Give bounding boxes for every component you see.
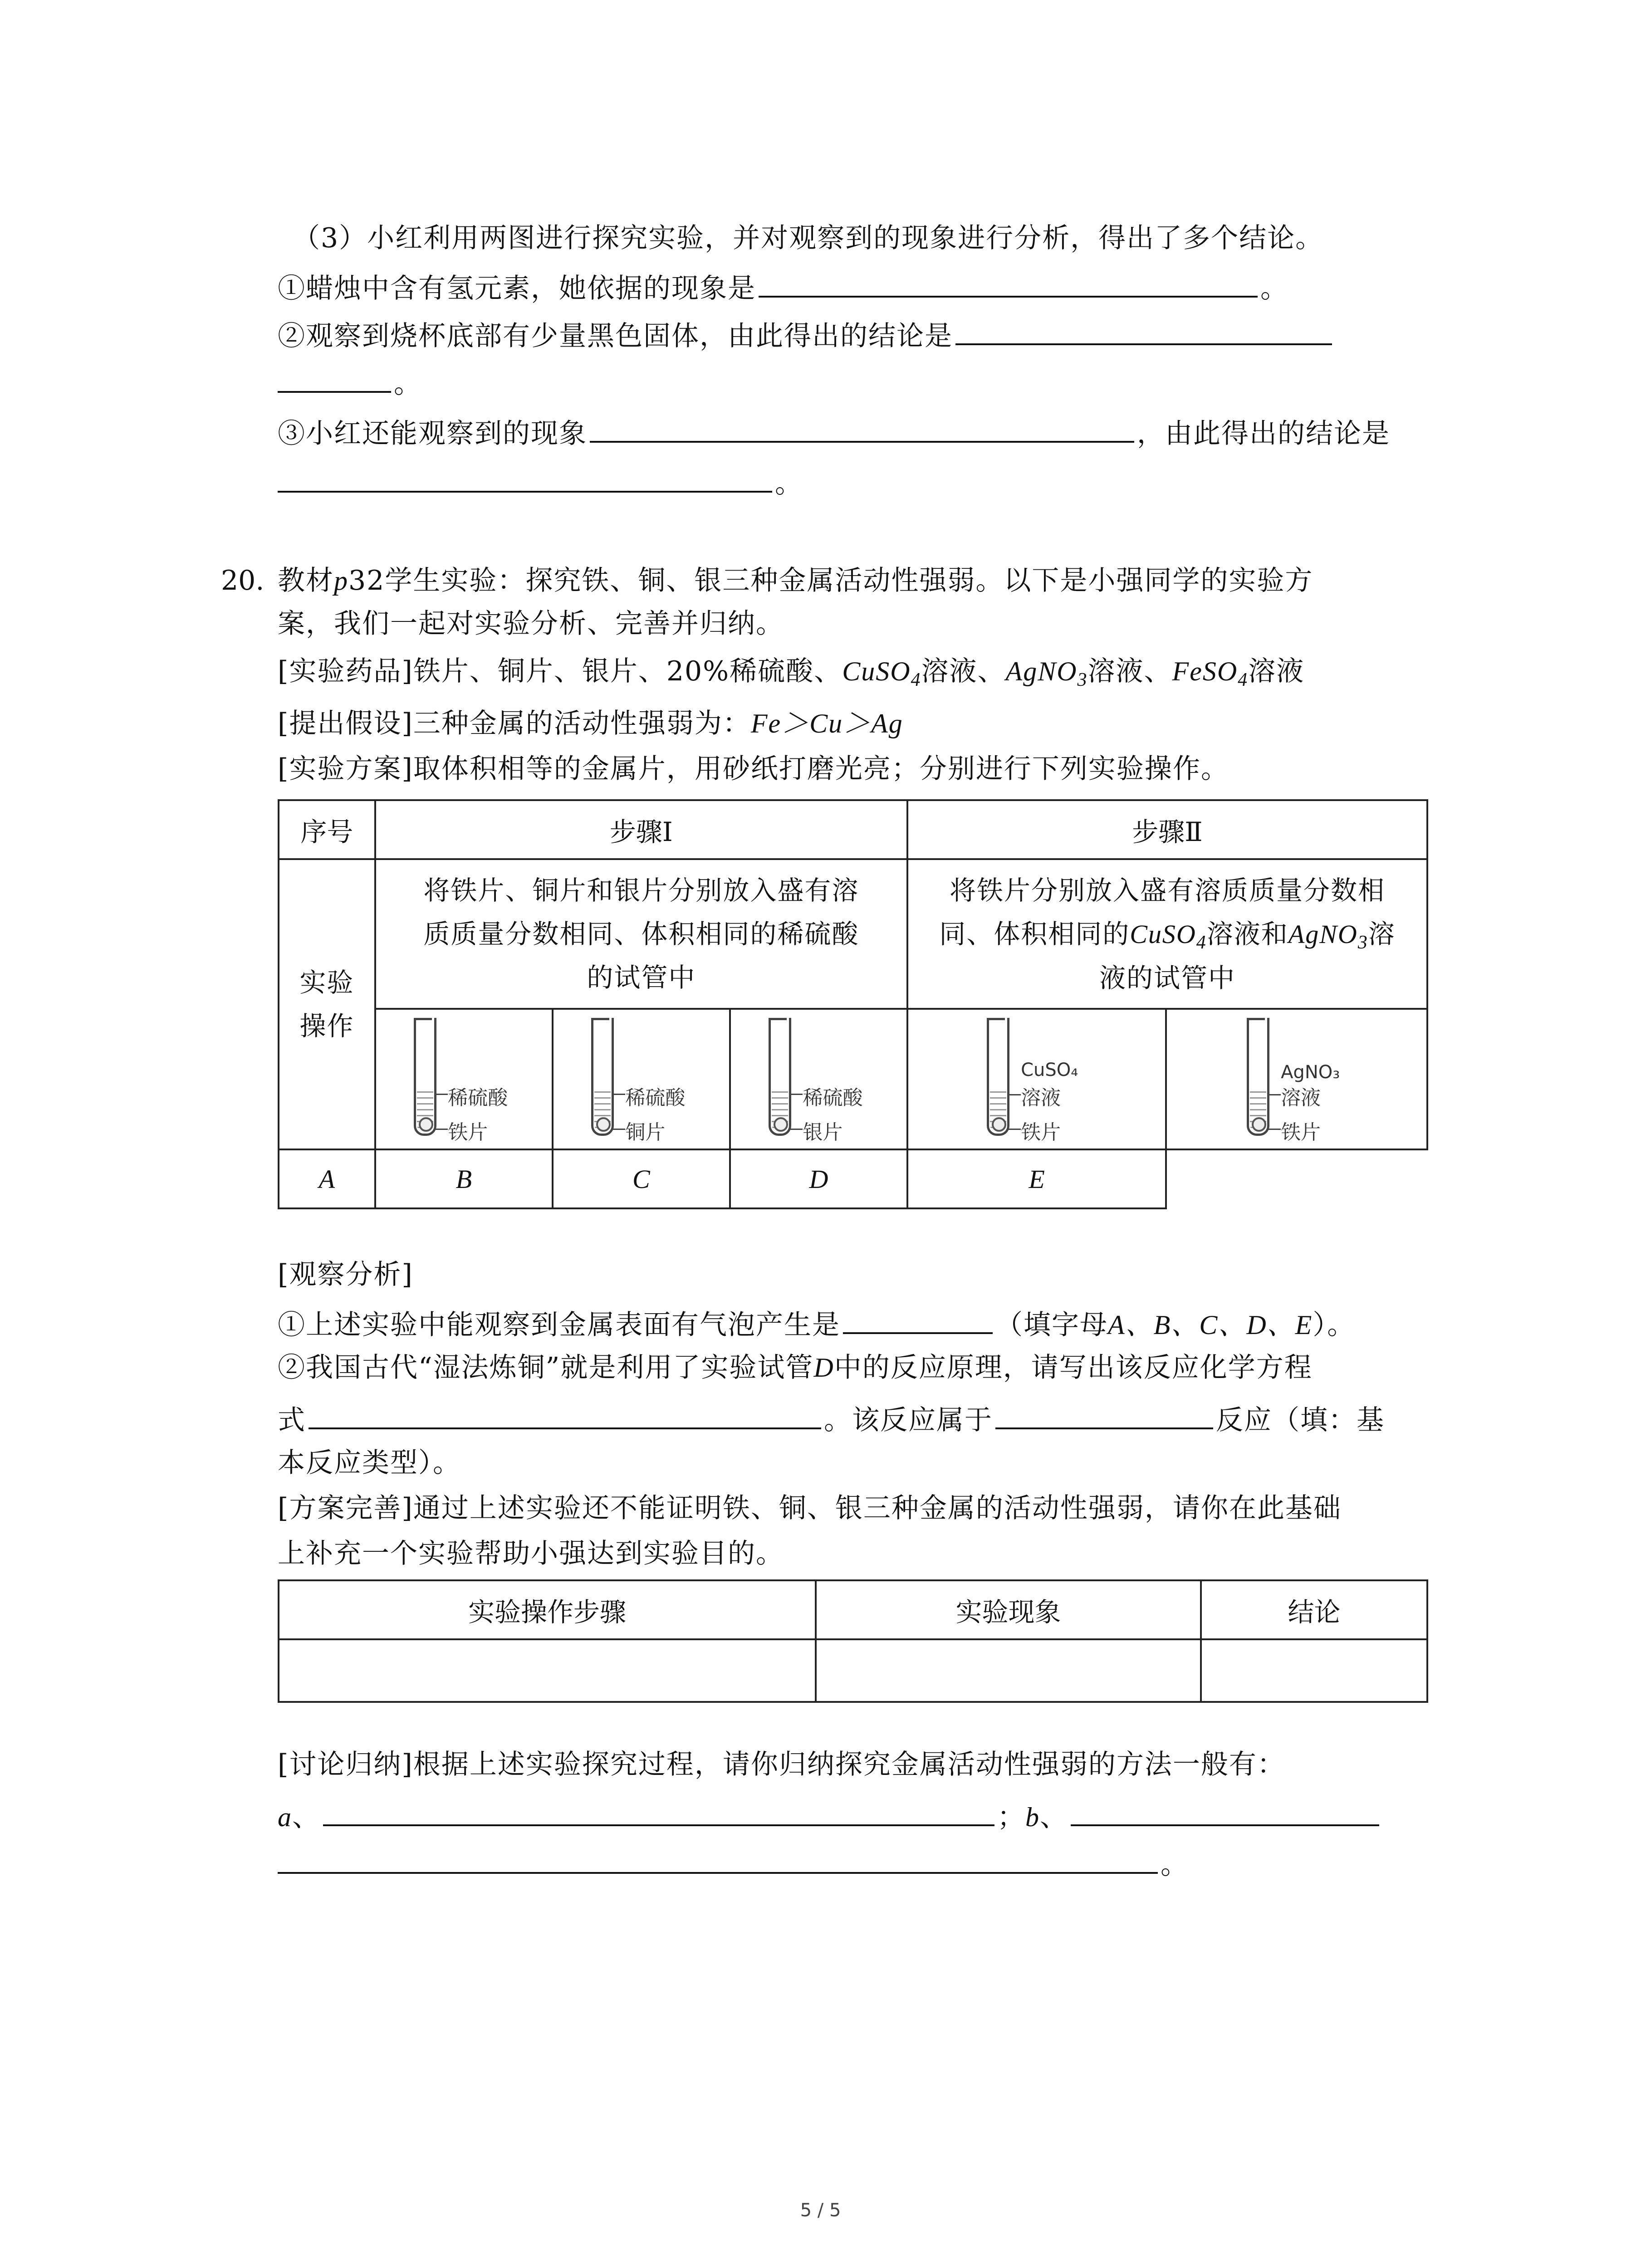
q19-item3-cont xyxy=(278,463,803,502)
label-line xyxy=(434,1129,448,1130)
intro-text: 32学生实验：探究铁、铜、银三种金属活动性强弱。以下是小强同学的实验方 xyxy=(348,565,1313,596)
metal-piece-icon xyxy=(992,1117,1006,1132)
step1-line: 将铁片、铜片和银片分别放入盛有溶 xyxy=(423,875,859,906)
q19-item3-suffix: 。 xyxy=(775,468,803,499)
label-line xyxy=(789,1129,803,1130)
q20-intro-line1 xyxy=(278,562,1313,599)
q19-item3-mid: ，由此得出的结论是 xyxy=(1137,418,1390,450)
improve-line1: [方案完善]通过上述实验还不能证明铁、铜、银三种金属的活动性强弱，请你在此基础 xyxy=(278,1492,1342,1524)
q19-item2 xyxy=(278,315,1335,354)
tube-label-chem: CuSO₄ xyxy=(1021,1060,1078,1080)
obs2-text: 中的反应原理，请写出该反应化学方程 xyxy=(834,1352,1313,1383)
step2-line xyxy=(908,912,1426,956)
row-label-line: 操作 xyxy=(299,1011,354,1041)
test-tube-icon xyxy=(1247,1018,1269,1136)
label-line xyxy=(612,1094,625,1095)
solution-text: 溶液 xyxy=(1248,655,1305,687)
tube-label-liquid: 溶液 xyxy=(1281,1086,1321,1110)
step1-line: 的试管中 xyxy=(587,962,696,993)
label-line xyxy=(1267,1129,1281,1130)
obs1-suffix: （填字母 xyxy=(995,1309,1108,1341)
q20-plan: [实验方案]取体积相等的金属片，用砂纸打磨光亮；分别进行下列实验操作。 xyxy=(278,753,1229,785)
row-label-operation xyxy=(279,859,375,1149)
tube-label-liquid: 稀硫酸 xyxy=(625,1086,686,1110)
step2-description xyxy=(907,859,1427,1009)
q19-item1 xyxy=(278,268,1288,307)
tube-letter: A xyxy=(279,1149,375,1208)
t2-header-conclusion: 结论 xyxy=(1201,1580,1427,1639)
tube-label-liquid: 稀硫酸 xyxy=(448,1086,508,1110)
step1-description xyxy=(375,859,907,1009)
obs2-tube-d: D xyxy=(813,1353,834,1383)
formula-agno3: AgNO xyxy=(1288,919,1358,949)
tube-label-metal: 银片 xyxy=(803,1121,843,1144)
q19-item3-prefix: ③小红还能观察到的现象 xyxy=(278,418,587,450)
t2-header-phenomenon: 实验现象 xyxy=(816,1580,1201,1639)
subscript: 4 xyxy=(1196,932,1207,953)
t2-cell-conclusion[interactable] xyxy=(1201,1639,1427,1702)
answer-blank[interactable] xyxy=(278,463,772,493)
answer-blank[interactable] xyxy=(309,1399,821,1429)
discuss-a: a xyxy=(278,1802,292,1832)
tube-label-chem: AgNO₃ xyxy=(1281,1062,1340,1083)
tube-a-diagram xyxy=(375,1009,553,1149)
subscript: 3 xyxy=(1357,932,1368,953)
discuss-sep: 、 xyxy=(1040,1801,1068,1833)
tube-label-metal: 铜片 xyxy=(625,1121,666,1144)
test-tube-icon xyxy=(591,1018,614,1136)
obs2-text: ②我国古代“湿法炼铜”就是利用了实验试管 xyxy=(278,1352,814,1383)
obs-item2 xyxy=(278,1349,1313,1386)
label-line xyxy=(789,1094,803,1095)
obs2-prefix: 式 xyxy=(278,1404,306,1436)
tube-d-diagram xyxy=(907,1009,1166,1149)
q19-item2-prefix: ②观察到烧杯底部有少量黑色固体，由此得出的结论是 xyxy=(278,320,953,352)
tube-label-metal: 铁片 xyxy=(448,1121,488,1144)
step2-text: 溶液和 xyxy=(1206,918,1288,949)
label-line xyxy=(1267,1094,1281,1095)
q19-part3-text: （3）小红利用两图进行探究实验，并对观察到的现象进行分析，得出了多个结论。 xyxy=(293,222,1324,254)
step1-line: 质质量分数相同、体积相同的稀硫酸 xyxy=(423,919,859,949)
obs1-end: ）。 xyxy=(1313,1309,1356,1341)
obs1-prefix: ①上述实验中能观察到金属表面有气泡产生是 xyxy=(278,1309,840,1341)
q20-number: 20. xyxy=(221,565,265,596)
solution-text: 溶液、 xyxy=(1087,655,1172,687)
obs-item1 xyxy=(278,1304,1355,1343)
tube-b-diagram xyxy=(553,1009,730,1149)
obs-item2-line2 xyxy=(278,1399,1385,1438)
header-no: 序号 xyxy=(279,800,375,859)
q20-intro-line2: 案，我们一起对实验分析、完善并归纳。 xyxy=(278,608,784,640)
tube-label-metal: 铁片 xyxy=(1021,1121,1061,1144)
tube-letter: B xyxy=(375,1149,553,1208)
subscript: 3 xyxy=(1077,670,1088,690)
formula-agno3: AgNO xyxy=(1005,656,1078,686)
q19-item1-prefix: ①蜡烛中含有氢元素，她依据的现象是 xyxy=(278,273,756,304)
experiment-table xyxy=(278,799,1428,1209)
tube-label-liquid: 稀硫酸 xyxy=(803,1086,863,1110)
label-line xyxy=(434,1094,448,1095)
discuss-line1: [讨论归纳]根据上述实验探究过程，请你归纳探究金属活动性强弱的方法一般有： xyxy=(278,1749,1285,1780)
discuss-semicolon: ； xyxy=(997,1801,1025,1833)
tube-e-diagram xyxy=(1166,1009,1427,1149)
step2-text: 同、体积相同的 xyxy=(939,918,1130,949)
intro-page-letter: p xyxy=(334,566,348,596)
tube-label-metal: 铁片 xyxy=(1281,1121,1321,1144)
discuss-line2 xyxy=(278,1796,1382,1835)
hypothesis-formula: Fe＞Cu＞Ag xyxy=(750,709,903,738)
reagents-label: [实验药品]铁片、铜片、银片、20%稀硫酸、 xyxy=(278,655,843,687)
tube-c-diagram xyxy=(730,1009,907,1149)
improvement-table xyxy=(278,1579,1428,1703)
header-step1: 步骤Ⅰ xyxy=(375,800,907,859)
solution-text: 溶液、 xyxy=(921,655,1006,687)
q20-hypothesis xyxy=(278,705,903,742)
answer-blank[interactable] xyxy=(759,268,1258,298)
step2-text: 溶 xyxy=(1368,918,1396,949)
q19-item3 xyxy=(278,413,1390,452)
formula-feso4: FeSO xyxy=(1172,656,1238,686)
answer-blank[interactable] xyxy=(1071,1796,1379,1826)
row-label-line: 实验 xyxy=(299,967,354,998)
tube-letter: C xyxy=(553,1149,730,1208)
formula-cuso4: CuSO xyxy=(842,656,911,686)
step2-line: 将铁片分别放入盛有溶质质量分数相 xyxy=(950,875,1386,906)
label-line xyxy=(612,1129,625,1130)
subscript: 4 xyxy=(1238,670,1249,690)
subscript: 4 xyxy=(911,670,921,690)
q19-item2-cont xyxy=(278,363,422,402)
discuss-end: 。 xyxy=(1161,1849,1189,1881)
test-tube-icon xyxy=(769,1018,791,1136)
q19-item1-suffix: 。 xyxy=(1260,273,1288,304)
obs2-mid: 。该反应属于 xyxy=(824,1404,993,1436)
q19-item2-suffix: 。 xyxy=(394,368,422,400)
discuss-b: b xyxy=(1025,1802,1040,1832)
formula-cuso4: CuSO xyxy=(1130,919,1196,949)
header-step2: 步骤Ⅱ xyxy=(907,800,1427,859)
metal-piece-icon xyxy=(1252,1117,1266,1132)
test-tube-icon xyxy=(414,1018,436,1136)
tube-letter: D xyxy=(730,1149,907,1208)
label-line xyxy=(1007,1129,1021,1130)
obs-title: [观察分析] xyxy=(278,1259,413,1290)
improve-line2: 上补充一个实验帮助小强达到实验目的。 xyxy=(278,1538,784,1569)
answer-blank[interactable] xyxy=(278,1844,1158,1874)
page-number: 5 / 5 xyxy=(800,2200,841,2221)
discuss-sep: 、 xyxy=(292,1801,320,1833)
answer-blank[interactable] xyxy=(843,1304,993,1334)
discuss-line3 xyxy=(278,1844,1189,1883)
obs1-letters: A、B、C、D、E xyxy=(1108,1310,1313,1340)
t2-cell-steps[interactable] xyxy=(279,1639,816,1702)
obs2-suffix: 反应（填：基 xyxy=(1216,1404,1385,1436)
tube-label-liquid: 溶液 xyxy=(1021,1086,1061,1110)
answer-blank[interactable] xyxy=(955,315,1332,345)
test-tube-icon xyxy=(987,1018,1009,1136)
answer-blank[interactable] xyxy=(278,363,391,393)
t2-cell-phenomenon[interactable] xyxy=(816,1639,1201,1702)
q20-reagents xyxy=(278,653,1304,689)
step2-line: 液的试管中 xyxy=(1099,962,1236,993)
hypothesis-label: [提出假设]三种金属的活动性强弱为： xyxy=(278,708,751,739)
answer-blank[interactable] xyxy=(590,413,1134,443)
obs-item2-line3: 本反应类型）。 xyxy=(278,1447,461,1479)
answer-blank[interactable] xyxy=(995,1399,1213,1429)
label-line xyxy=(1007,1094,1021,1095)
intro-text: 教材 xyxy=(278,565,334,596)
tube-letter: E xyxy=(907,1149,1166,1208)
answer-blank[interactable] xyxy=(323,1796,994,1826)
t2-header-steps: 实验操作步骤 xyxy=(279,1580,816,1639)
